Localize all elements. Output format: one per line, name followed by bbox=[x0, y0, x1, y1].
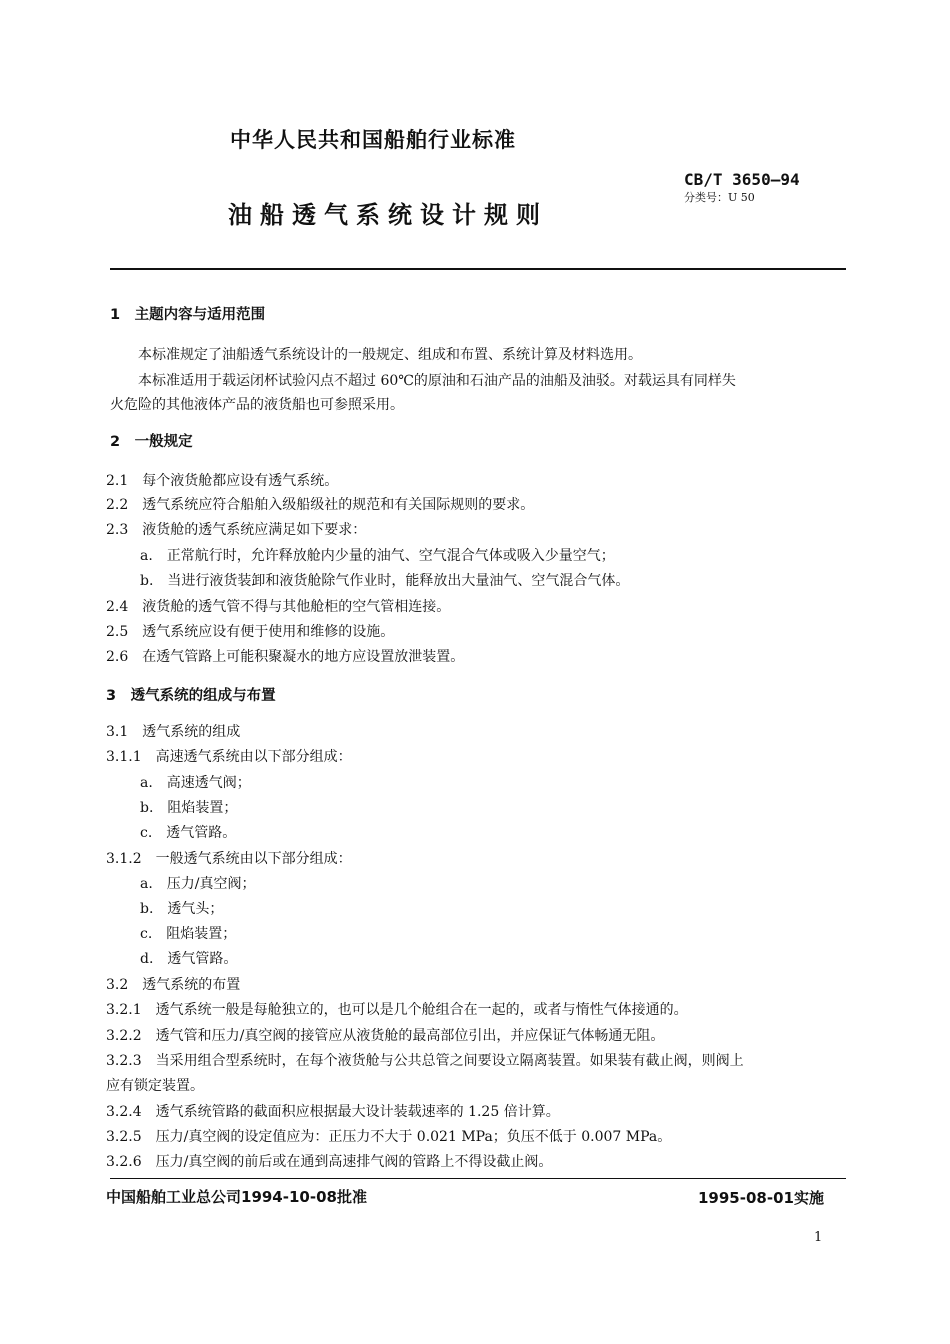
standard-code: CB/T 3650—94 bbox=[684, 170, 800, 189]
section-3-heading: 3 透气系统的组成与布置 bbox=[106, 688, 276, 704]
clause-3-1-1: 3.1.1 高速透气系统由以下部分组成： bbox=[106, 749, 352, 765]
clause-3-1-2-c: c. 阻焰装置； bbox=[140, 926, 237, 942]
clause-3-1-2: 3.1.2 一般透气系统由以下部分组成： bbox=[106, 851, 352, 867]
page-number: 1 bbox=[814, 1230, 823, 1245]
footer-divider bbox=[110, 1178, 846, 1179]
clause-3-2: 3.2 透气系统的布置 bbox=[106, 977, 241, 993]
approval-date: 中国船舶工业总公司1994-10-08批准 bbox=[106, 1188, 367, 1206]
effective-date: 1995-08-01实施 bbox=[698, 1189, 824, 1207]
clause-3-1-1-c: c. 透气管路。 bbox=[140, 825, 237, 841]
clause-3-2-1: 3.2.1 透气系统一般是每舱独立的，也可以是几个舱组合在一起的，或者与惰性气体接通的。 bbox=[106, 1002, 688, 1018]
clause-2-1: 2.1 每个液货舱都应设有透气系统。 bbox=[106, 473, 339, 489]
standard-title: 中华人民共和国船舶行业标准 bbox=[230, 128, 516, 152]
clause-2-6: 2.6 在透气管路上可能积聚凝水的地方应设置放泄装置。 bbox=[106, 649, 465, 665]
clause-2-3-a: a. 正常航行时，允许释放舱内少量的油气、空气混合气体或吸入少量空气； bbox=[140, 548, 615, 564]
clause-2-3: 2.3 液货舱的透气系统应满足如下要求： bbox=[106, 522, 367, 538]
section-1-paragraph-2-line-2: 火危险的其他液体产品的液货船也可参照采用。 bbox=[110, 397, 404, 413]
clause-3-1-2-a: a. 压力/真空阀； bbox=[140, 876, 256, 892]
section-1-paragraph-2-line-1: 本标准适用于载运闭杯试验闪点不超过 60℃的原油和石油产品的油船及油驳。对载运具有同样失 bbox=[138, 373, 736, 389]
clause-2-5: 2.5 透气系统应设有便于使用和维修的设施。 bbox=[106, 624, 395, 640]
clause-3-1: 3.1 透气系统的组成 bbox=[106, 724, 241, 740]
classification-number: 分类号：U 50 bbox=[684, 191, 755, 204]
clause-2-2: 2.2 透气系统应符合船舶入级船级社的规范和有关国际规则的要求。 bbox=[106, 497, 535, 513]
clause-2-4: 2.4 液货舱的透气管不得与其他舱柜的空气管相连接。 bbox=[106, 599, 451, 615]
document-title: 油船透气系统设计规则 bbox=[228, 201, 548, 229]
clause-3-2-4: 3.2.4 透气系统管路的截面积应根据最大设计装载速率的 1.25 倍计算。 bbox=[106, 1104, 560, 1120]
section-2-heading: 2 一般规定 bbox=[110, 434, 193, 450]
section-1-paragraph-1: 本标准规定了油船透气系统设计的一般规定、组成和布置、系统计算及材料选用。 bbox=[138, 347, 642, 363]
clause-3-1-2-d: d. 透气管路。 bbox=[140, 951, 238, 967]
header-divider bbox=[110, 268, 846, 270]
clause-3-1-2-b: b. 透气头； bbox=[140, 901, 224, 917]
clause-3-2-3-line-1: 3.2.3 当采用组合型系统时，在每个液货舱与公共总管之间要设立隔离装置。如果装有截止阀，则阀上 bbox=[106, 1053, 744, 1069]
clause-2-3-b: b. 当进行液货装卸和液货舱除气作业时，能释放出大量油气、空气混合气体。 bbox=[140, 573, 630, 589]
clause-3-2-6: 3.2.6 压力/真空阀的前后或在通到高速排气阀的管路上不得设截止阀。 bbox=[106, 1154, 553, 1170]
section-1-heading: 1 主题内容与适用范围 bbox=[110, 307, 266, 323]
clause-3-2-5: 3.2.5 压力/真空阀的设定值应为：正压力不大于 0.021 MPa；负压不低于 0.007 MPa。 bbox=[106, 1129, 672, 1145]
clause-3-1-1-a: a. 高速透气阀； bbox=[140, 775, 251, 791]
clause-3-2-2: 3.2.2 透气管和压力/真空阀的接管应从液货舱的最高部位引出，并应保证气体畅通无阻。 bbox=[106, 1028, 665, 1044]
clause-3-1-1-b: b. 阻焰装置； bbox=[140, 800, 238, 816]
clause-3-2-3-line-2: 应有锁定装置。 bbox=[106, 1078, 204, 1094]
